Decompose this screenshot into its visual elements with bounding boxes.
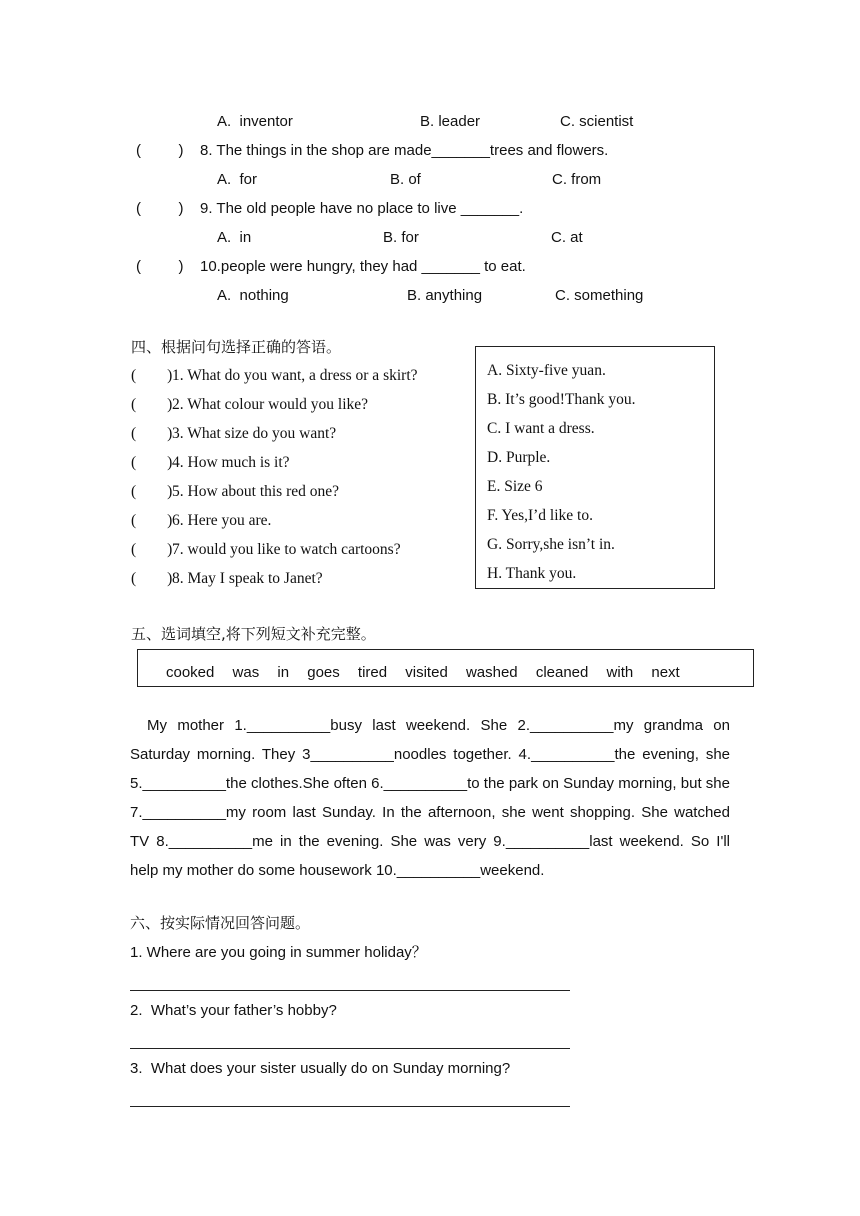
question-text: 5. How about this red one? xyxy=(172,483,340,500)
cloze-text: My mother 1.__________busy last weekend. She 2.__________my grandma on Saturday morning. They 3__________noodles together. 4.__________the evening, she 5.__________the clothes.She often 6.__________to the park on Sunday morning, but she 7.__________my room last Sunday. In the afternoon, she went shopping. She watched TV 8.__________me in the evening. She was very 9.__________last weekend. So I'll help my mother do some housework 10.__________weekend. xyxy=(130,717,730,879)
answer-paren: ( ) xyxy=(136,258,184,275)
question-text: 6. Here you are. xyxy=(172,512,272,529)
q10-option-b: B. anything xyxy=(407,287,483,304)
q10-option-a: A. nothing xyxy=(217,287,289,304)
s6-question-2: 2. What’s your father’s hobby? xyxy=(130,1002,337,1019)
question-text: 4. How much is it? xyxy=(172,454,290,471)
word-bank-box xyxy=(137,649,754,687)
q8-option-b: B. of xyxy=(390,171,421,188)
question-text: 9. The old people have no place to live _______. xyxy=(200,200,524,217)
answer-paren: ( ) xyxy=(131,541,173,558)
question-text: 2. What colour would you like? xyxy=(172,396,369,413)
s6-question-3: 3. What does your sister usually do on Sunday morning? xyxy=(130,1060,511,1077)
q7-option-c: C. scientist xyxy=(560,113,634,130)
answer-choices-box xyxy=(475,346,715,589)
q8-option-a: A. for xyxy=(217,171,258,188)
answer-choice: H. Thank you. xyxy=(487,565,577,582)
answer-paren: ( ) xyxy=(131,396,173,413)
answer-line xyxy=(130,1048,570,1049)
s6-question-1: 1. Where are you going in summer holiday？ xyxy=(130,944,427,961)
answer-paren: ( ) xyxy=(131,483,173,500)
answer-choice: C. I want a dress. xyxy=(487,420,595,437)
answer-choice: B. It’s good!Thank you. xyxy=(487,391,636,408)
answer-paren: ( ) xyxy=(136,142,184,159)
cloze-paragraph xyxy=(130,711,730,885)
q7-option-b: B. leader xyxy=(420,113,481,130)
answer-choice: G. Sorry,she isn’t in. xyxy=(487,536,615,553)
question-text: 1. What do you want, a dress or a skirt? xyxy=(172,367,418,384)
section-6-heading: 六、按实际情况回答问题。 xyxy=(130,914,311,932)
answer-choice: E. Size 6 xyxy=(487,478,543,495)
answer-choice: A. Sixty-five yuan. xyxy=(487,362,606,379)
q7-option-a: A. inventor xyxy=(217,113,293,130)
question-text: 8. The things in the shop are made_______trees and flowers. xyxy=(200,142,609,159)
question-text: 3. What size do you want? xyxy=(172,425,337,442)
answer-paren: ( ) xyxy=(131,367,173,384)
q10-option-c: C. something xyxy=(555,287,644,304)
question-text: 8. May I speak to Janet? xyxy=(172,570,323,587)
answer-paren: ( ) xyxy=(131,512,173,529)
q9-option-a: A. in xyxy=(217,229,252,246)
question-text: 10.people were hungry, they had _______ to eat. xyxy=(200,258,526,275)
answer-paren: ( ) xyxy=(136,200,184,217)
answer-paren: ( ) xyxy=(131,425,173,442)
section-4-heading: 四、根据问句选择正确的答语。 xyxy=(131,338,342,356)
answer-line xyxy=(130,990,570,991)
section-5-heading: 五、选词填空,将下列短文补充完整。 xyxy=(131,625,376,643)
word-bank: cooked was in goes tired visited washed cleaned with next xyxy=(166,664,680,681)
answer-paren: ( ) xyxy=(131,570,173,587)
answer-choice: D. Purple. xyxy=(487,449,551,466)
answer-paren: ( ) xyxy=(131,454,173,471)
q9-option-b: B. for xyxy=(383,229,419,246)
q8-option-c: C. from xyxy=(552,171,602,188)
answer-line xyxy=(130,1106,570,1107)
answer-choice: F. Yes,I’d like to. xyxy=(487,507,593,524)
q9-option-c: C. at xyxy=(551,229,583,246)
question-text: 7. would you like to watch cartoons? xyxy=(172,541,401,558)
